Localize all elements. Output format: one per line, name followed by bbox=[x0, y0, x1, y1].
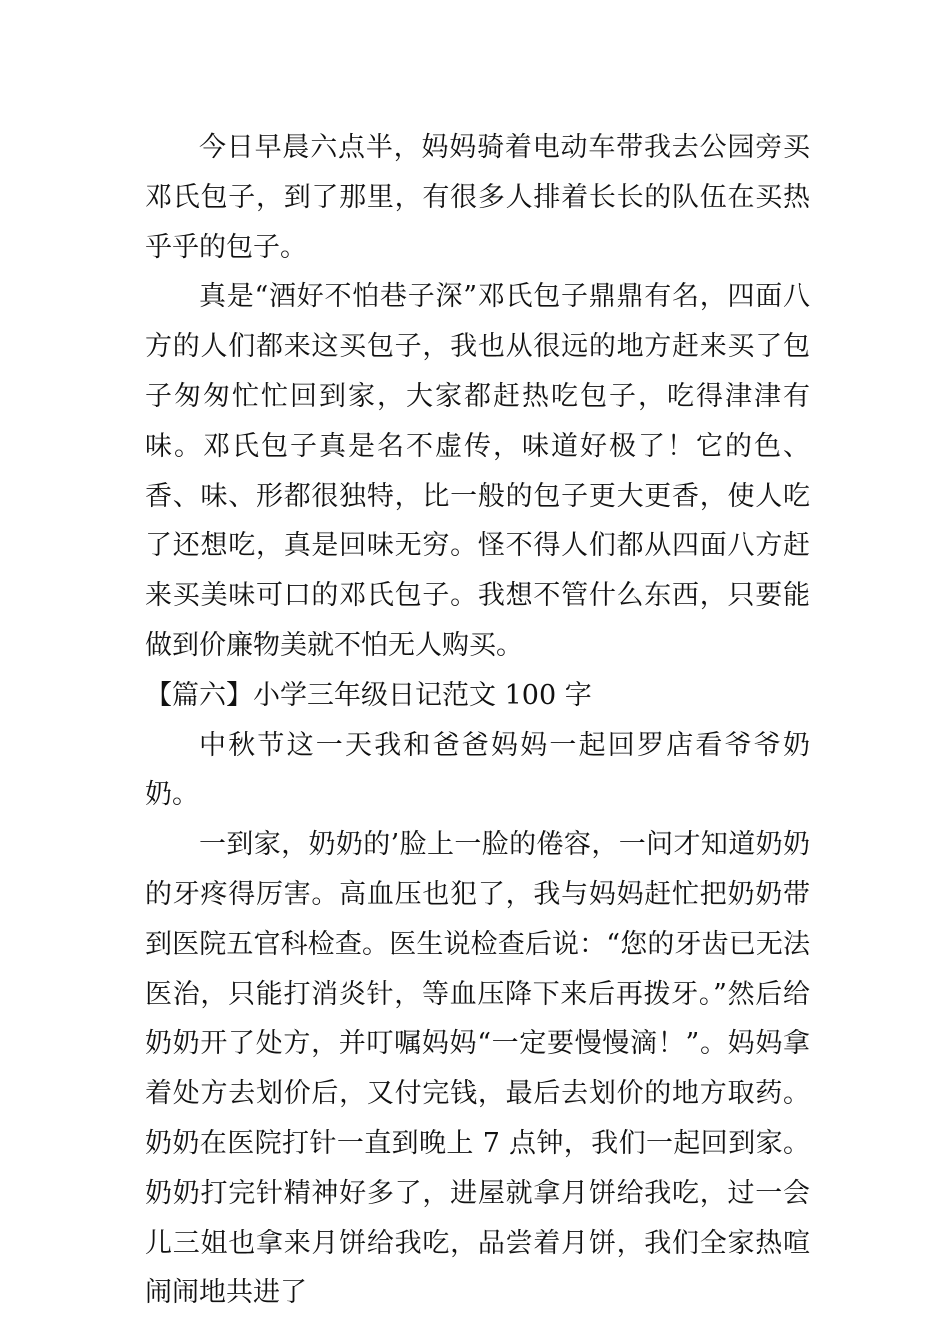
section-heading: 【篇六】小学三年级日记范文 100 字 bbox=[145, 679, 592, 711]
paragraph-grandma-hospital: 一到家，奶奶的’脸上一脸的倦容，一问才知道奶奶的牙疼得厉害。高血压也犯了，我与妈妈赶忙把奶奶带到医院五官科检查。医生说检查后说：“您的牙齿已无法医治，只能打消炎针，等血压降下来后再拨牙。”然后给奶奶开了处方，并叮嘱妈妈“一定要慢慢滴！”。妈妈拿着处方去划价后，又付完钱，最后去划价的地方取药。奶奶在医院打针一直到晚上 7 点钟，我们一起回到家。奶奶打完针精神好多了，进屋就拿月饼给我吃，过一会儿三姐也拿来月饼给我吃，品尝着月饼，我们全家热喧闹闹地共进了 bbox=[145, 829, 810, 1309]
paragraph-baozi-famous: 真是“酒好不怕巷子深”邓氏包子鼎鼎有名，四面八方的人们都来这买包子，我也从很远的地方赶来买了包子匆匆忙忙回到家，大家都赶热吃包子，吃得津津有味。邓氏包子真是名不虚传，味道好极了！它的色、香、味、形都很独特，比一般的包子更大更香，使人吃了还想吃，真是回味无穷。怪不得人们都从四面八方赶来买美味可口的邓氏包子。我想不管什么东西，只要能做到价廉物美就不怕无人购买。 bbox=[145, 281, 810, 661]
paragraph-baozi-morning: 今日早晨六点半，妈妈骑着电动车带我去公园旁买邓氏包子，到了那里，有很多人排着长长的队伍在买热乎乎的包子。 bbox=[145, 132, 810, 263]
document-page bbox=[145, 123, 810, 1318]
paragraph-mid-autumn: 中秋节这一天我和爸爸妈妈一起回罗店看爷爷奶奶。 bbox=[145, 729, 810, 811]
